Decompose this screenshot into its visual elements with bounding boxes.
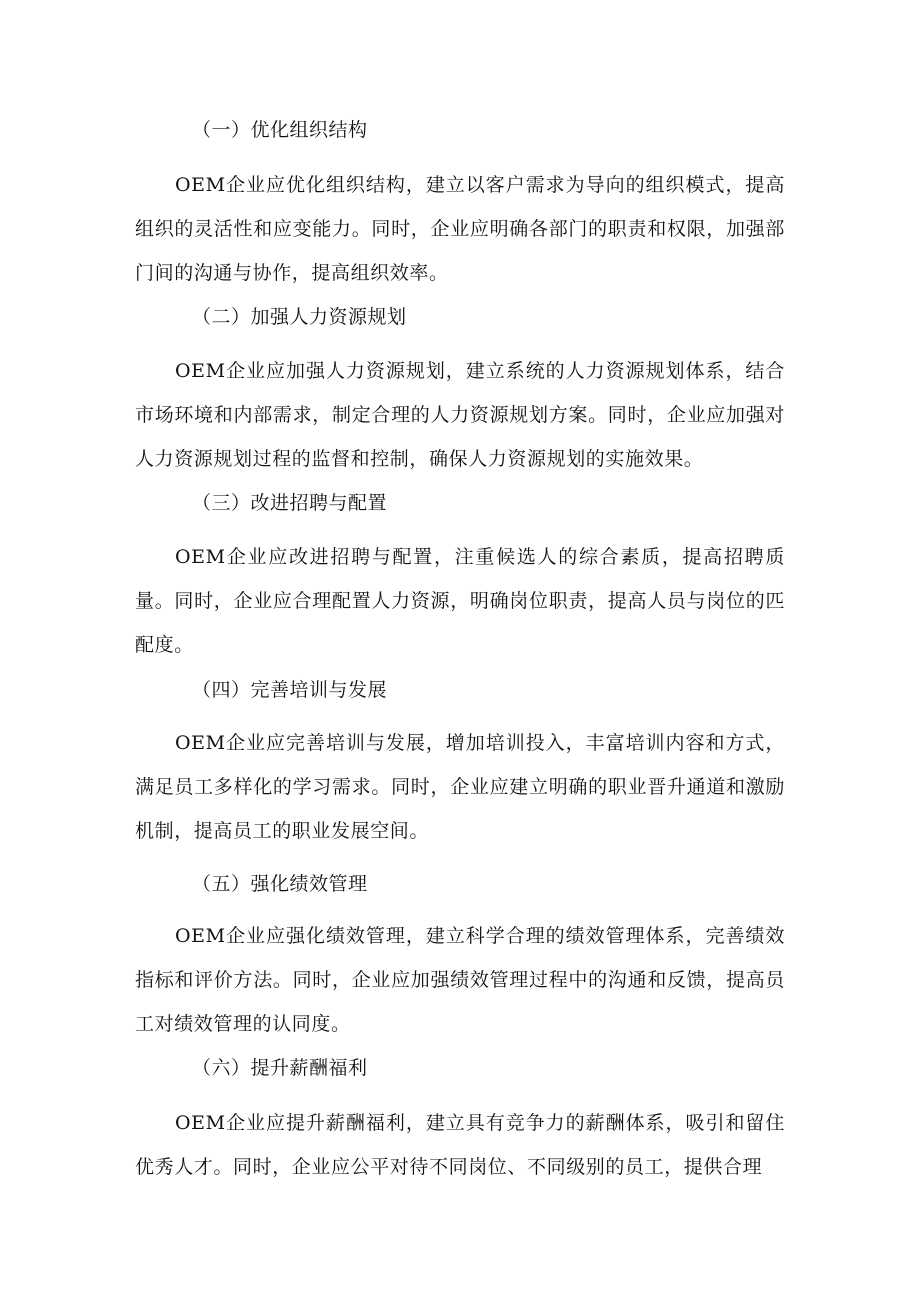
- section-1-heading: （一）优化组织结构: [192, 119, 368, 141]
- section-3-body: OEM企业应改进招聘与配置，注重候选人的综合素质，提高招聘质量。同时，企业应合理配置人力资源，明确岗位职责，提高人员与岗位的匹配度。: [135, 546, 785, 656]
- section-2-heading: （二）加强人力资源规划: [192, 306, 407, 328]
- section-5-body: OEM企业应强化绩效管理，建立科学合理的绩效管理体系，完善绩效指标和评价方法。同时，企业应加强绩效管理过程中的沟通和反馈，提高员工对绩效管理的认同度。: [135, 925, 785, 1035]
- section-4-body: OEM企业应完善培训与发展，增加培训投入，丰富培训内容和方式，满足员工多样化的学习需求。同时，企业应建立明确的职业晋升通道和激励机制，提高员工的职业发展空间。: [135, 732, 785, 842]
- section-5-heading: （五）强化绩效管理: [192, 873, 368, 895]
- section-6-body: OEM企业应提升薪酬福利，建立具有竞争力的薪酬体系，吸引和留住优秀人才。同时，企业应公平对待不同岗位、不同级别的员工，提供合理: [135, 1112, 785, 1178]
- section-1-body: OEM企业应优化组织结构，建立以客户需求为导向的组织模式，提高组织的灵活性和应变能力。同时，企业应明确各部门的职责和权限，加强部门间的沟通与协作，提高组织效率。: [135, 174, 785, 284]
- section-6-heading: （六）提升薪酬福利: [192, 1057, 368, 1079]
- section-2-body: OEM企业应加强人力资源规划，建立系统的人力资源规划体系，结合市场环境和内部需求，制定合理的人力资源规划方案。同时，企业应加强对人力资源规划过程的监督和控制，确保人力资源规划的实施效果。: [135, 360, 785, 470]
- section-4-heading: （四）完善培训与发展: [192, 679, 388, 701]
- section-3-heading: （三）改进招聘与配置: [192, 492, 388, 514]
